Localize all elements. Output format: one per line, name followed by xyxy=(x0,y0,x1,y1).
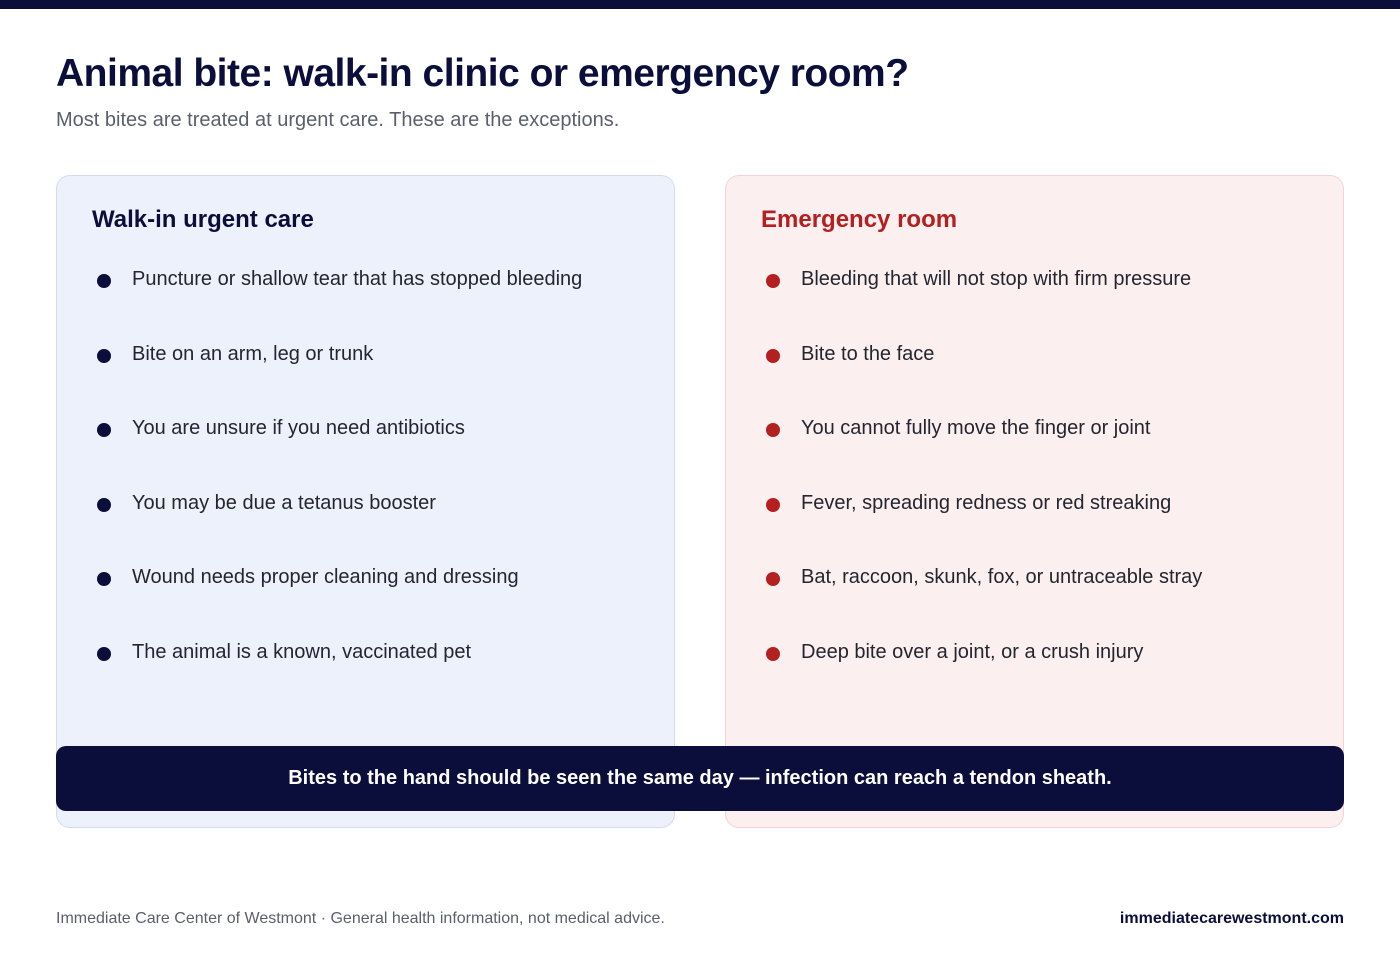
bullet-dot-icon xyxy=(766,423,780,437)
bullet-dot-icon xyxy=(97,647,111,661)
emergency-room-panel xyxy=(725,175,1344,828)
list-item-text: Puncture or shallow tear that has stopped bleeding xyxy=(132,268,583,290)
bullet-dot-icon xyxy=(97,349,111,363)
list-item-text: Bite on an arm, leg or trunk xyxy=(132,342,374,365)
bullet-dot-icon xyxy=(97,572,111,586)
page-subtitle: Most bites are treated at urgent care. These are the exceptions. xyxy=(56,109,620,131)
bullet-dot-icon xyxy=(766,274,780,288)
hand-bite-callout xyxy=(56,746,1344,811)
bullet-dot-icon xyxy=(97,423,111,437)
bullet-dot-icon xyxy=(97,274,111,288)
list-item-text: You may be due a tetanus booster xyxy=(132,491,436,514)
list-item-text: Fever, spreading redness or red streaking xyxy=(801,491,1172,514)
list-item-text: Wound needs proper cleaning and dressing xyxy=(132,566,519,589)
list-item-text: Deep bite over a joint, or a crush injury xyxy=(801,640,1144,663)
list-item-text: You are unsure if you need antibiotics xyxy=(132,417,465,440)
bullet-dot-icon xyxy=(766,572,780,586)
urgent-care-heading: Walk-in urgent care xyxy=(92,206,314,233)
footer-website: immediatecarewestmont.com xyxy=(1119,910,1344,927)
bullet-dot-icon xyxy=(766,498,780,512)
bullet-dot-icon xyxy=(97,498,111,512)
bullet-dot-icon xyxy=(766,349,780,363)
top-accent-bar xyxy=(0,0,1400,9)
list-item-text: Bite to the face xyxy=(801,342,935,365)
emergency-room-heading: Emergency room xyxy=(761,206,958,233)
callout-text: Bites to the hand should be seen the same day — infection can reach a tendon sheath. xyxy=(288,767,1112,789)
bullet-dot-icon xyxy=(766,647,780,661)
footer-disclaimer: Immediate Care Center of Westmont · General health information, not medical advice. xyxy=(56,910,665,927)
page-title: Animal bite: walk-in clinic or emergency room? xyxy=(56,52,909,95)
list-item-text: You cannot fully move the finger or joint xyxy=(801,417,1151,440)
urgent-care-panel xyxy=(56,175,675,828)
list-item-text: Bleeding that will not stop with firm pressure xyxy=(801,268,1192,290)
list-item-text: The animal is a known, vaccinated pet xyxy=(132,640,472,663)
list-item-text: Bat, raccoon, skunk, fox, or untraceable stray xyxy=(801,566,1203,589)
